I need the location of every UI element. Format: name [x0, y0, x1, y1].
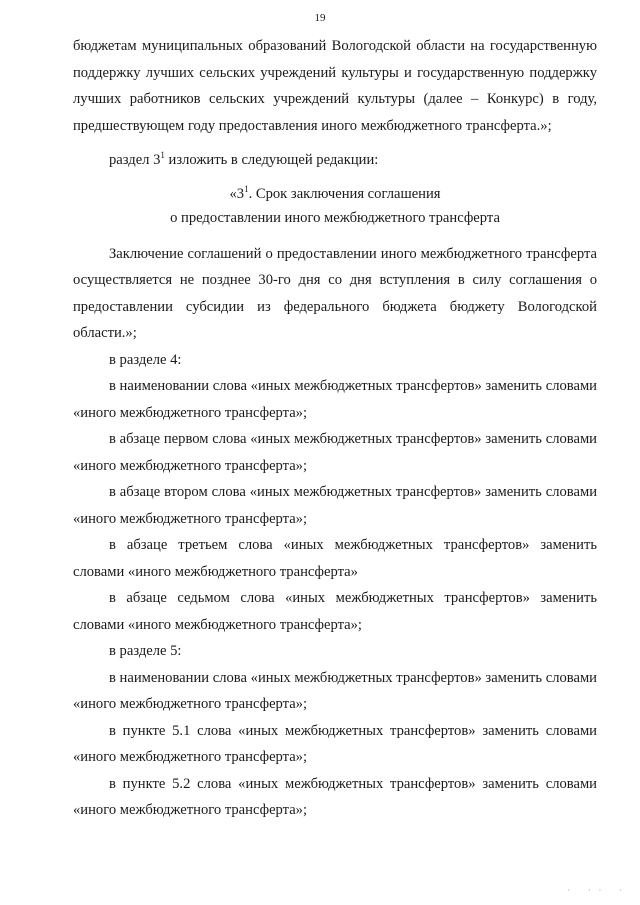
scan-marks: · ·· ·: [567, 886, 630, 895]
section-heading-line2: о предоставлении иного межбюджетного трансферта: [170, 209, 500, 226]
section5-item-2: в пункте 5.1 слова «иных межбюджетных трансфертов» заменить словами «иного межбюджетного трансферта»;: [73, 722, 597, 765]
section-body-paragraph: Заключение соглашений о предоставлении иного межбюджетного трансферта осуществляется не позднее 30-го дня со дня вступления в силу соглашения о предоставлении субсидии из федерального бюджета бюджету Вологодской области.»;: [73, 245, 597, 341]
page-number: 19: [314, 12, 326, 24]
document-body: [73, 33, 597, 824]
section4-heading: в разделе 4:: [109, 351, 182, 368]
section4-item-1: в наименовании слова «иных межбюджетных трансфертов» заменить словами «иного межбюджетного трансферта»;: [73, 378, 597, 421]
section5-item-3: в пункте 5.2 слова «иных межбюджетных трансфертов» заменить словами «иного межбюджетного трансферта»;: [73, 775, 597, 818]
section4-item-2: в абзаце первом слова «иных межбюджетных трансфертов» заменить словами «иного межбюджетного трансферта»;: [73, 431, 597, 474]
section5-item-1: в наименовании слова «иных межбюджетных трансфертов» заменить словами «иного межбюджетного трансферта»;: [73, 669, 597, 712]
section4-item-5: в абзаце седьмом слова «иных межбюджетных трансфертов» заменить словами «иного межбюджетного трансферта»;: [73, 590, 597, 633]
section-heading-line1: «$3^1$. Срок заключения соглашения: [229, 183, 441, 202]
section5-heading: в разделе 5:: [109, 643, 182, 659]
section-instruction: раздел $3^1$ изложить в следующей редакции:: [109, 150, 379, 168]
section4-item-3: в абзаце втором слова «иных межбюджетных трансфертов» заменить словами «иного межбюджетного трансферта»;: [73, 484, 597, 527]
section-heading: [73, 182, 597, 230]
continuation-paragraph: бюджетам муниципальных образований Вологодской области на государственную поддержку лучших сельских учреждений культуры и государственную поддержку лучших работников сельских учреждений культуры (далее – Конкурс) в году, предшествующем году предоставления иного межбюджетного трансферта.»;: [73, 38, 597, 134]
section4-item-4: в абзаце третьем слова «иных межбюджетных трансфертов» заменить словами «иного межбюджетного трансферта»: [73, 537, 597, 580]
